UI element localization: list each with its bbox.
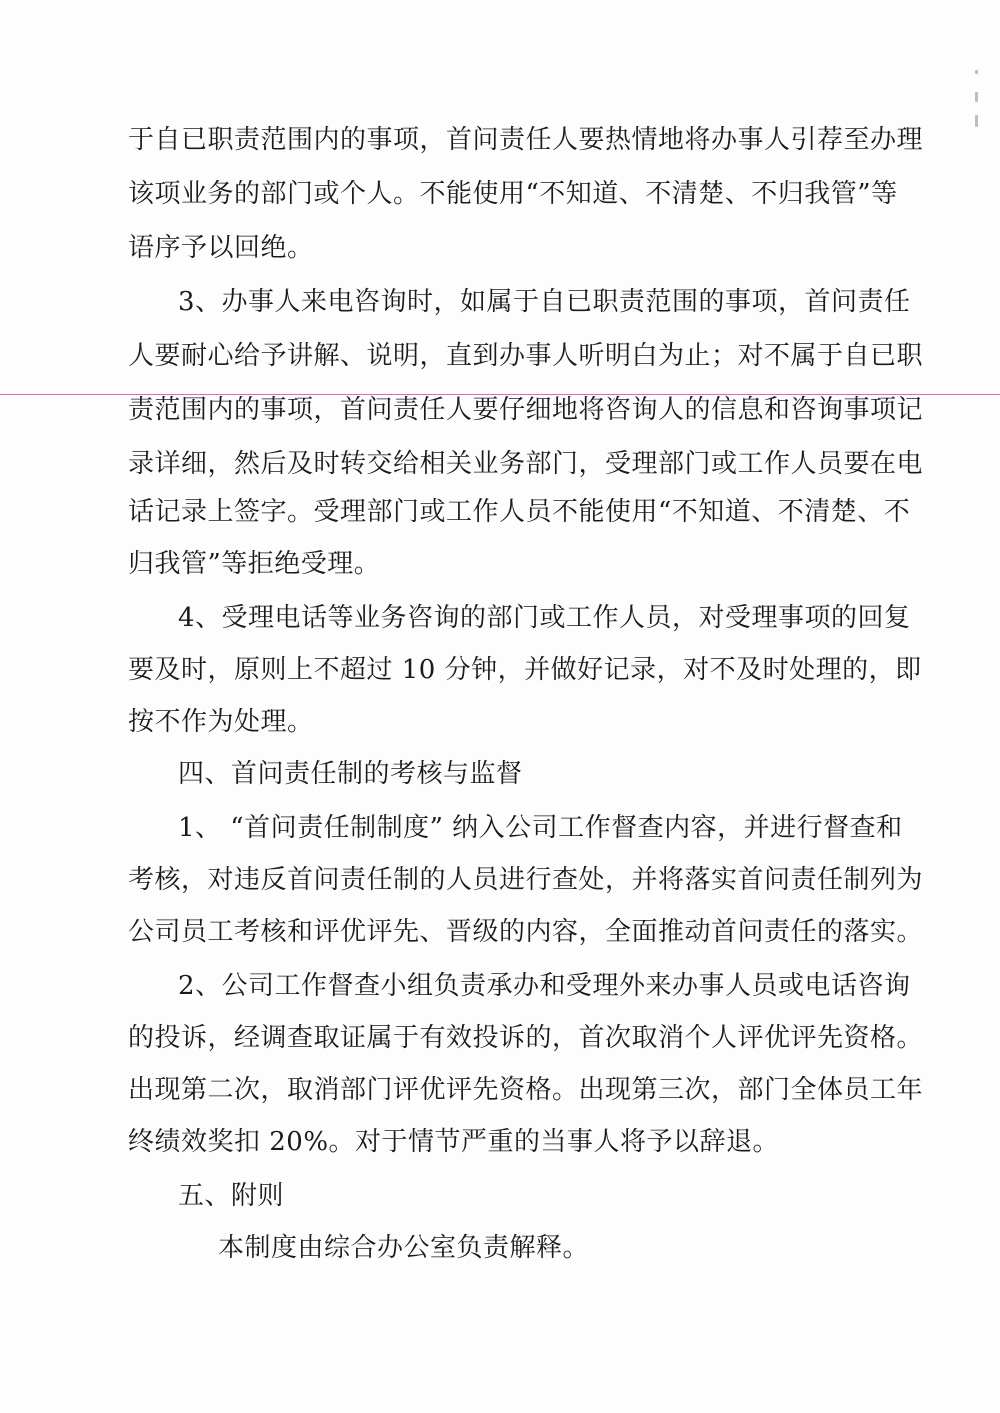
- paragraph-line: 2、公司工作督查小组负责承办和受理外来办事人员或电话咨询: [178, 971, 911, 1001]
- paragraph-line: 终绩效奖扣 20%。对于情节严重的当事人将予以辞退。: [128, 1127, 780, 1157]
- margin-mark: [975, 115, 978, 127]
- section-heading: 五、附则: [178, 1181, 285, 1211]
- paragraph-line: 1、 “首问责任制制度” 纳入公司工作督查内容，并进行督查和: [178, 813, 903, 843]
- paragraph-line: 要及时，原则上不超过 10 分钟，并做好记录，对不及时处理的，即: [128, 655, 922, 685]
- paragraph-line: 出现第二次，取消部门评优评先资格。出现第三次，部门全体员工年: [128, 1075, 924, 1105]
- paragraph-line: 语序予以回绝。: [128, 233, 314, 263]
- paragraph-line: 4、受理电话等业务咨询的部门或工作人员，对受理事项的回复: [178, 603, 911, 633]
- margin-mark: [975, 70, 978, 74]
- paragraph-line: 公司员工考核和评优评先、晋级的内容，全面推动首问责任的落实。: [128, 917, 924, 947]
- paragraph-line: 归我管”等拒绝受理。: [128, 549, 381, 579]
- margin-mark: [975, 92, 978, 102]
- paragraph-line: 话记录上签字。受理部门或工作人员不能使用“不知道、不清楚、不: [128, 497, 911, 527]
- paragraph-line: 该项业务的部门或个人。不能使用“不知道、不清楚、不归我管”等: [128, 179, 898, 209]
- section-heading: 四、首问责任制的考核与监督: [178, 759, 523, 789]
- paragraph-line: 考核，对违反首问责任制的人员进行查处，并将落实首问责任制列为: [128, 865, 924, 895]
- paragraph-line: 的投诉，经调查取证属于有效投诉的，首次取消个人评优评先资格。: [128, 1023, 924, 1053]
- paragraph-line: 于自已职责范围内的事项，首问责任人要热情地将办事人引荐至办理: [128, 125, 924, 155]
- paragraph-line: 按不作为处理。: [128, 707, 314, 737]
- paragraph-line: 录详细，然后及时转交给相关业务部门，受理部门或工作人员要在电: [128, 449, 924, 479]
- paragraph-line: 本制度由综合办公室负责解释。: [218, 1233, 590, 1263]
- paragraph-line: 3、办事人来电咨询时，如属于自已职责范围的事项，首问责任: [178, 287, 911, 317]
- paragraph-line: 责范围内的事项，首问责任人要仔细地将咨询人的信息和咨询事项记: [128, 395, 924, 425]
- paragraph-line: 人要耐心给予讲解、说明，直到办事人听明白为止；对不属于自已职: [128, 341, 924, 371]
